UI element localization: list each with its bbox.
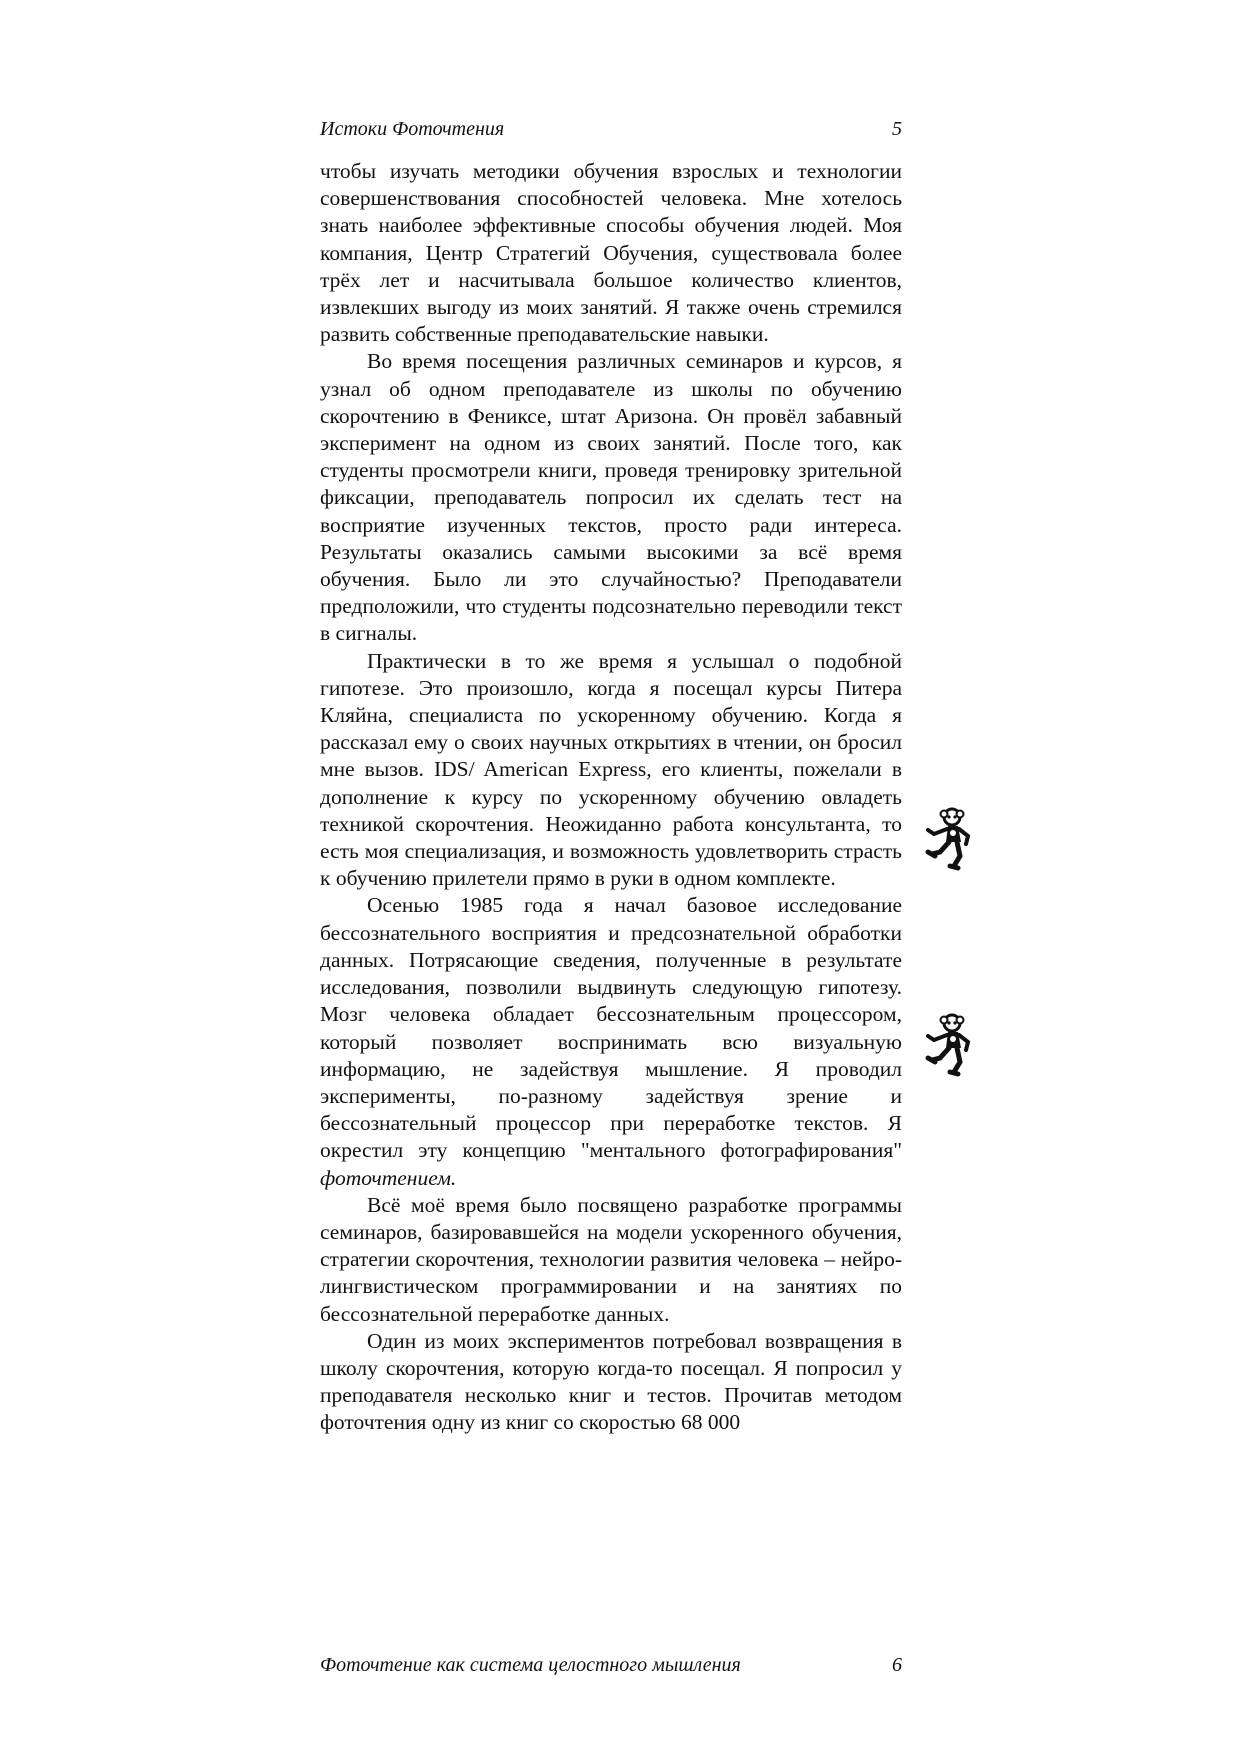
- paragraph-6: Один из моих экспериментов потребовал возвращения в школу скорочтения, которую когда-то посещал. Я попросил у преподавателя несколько книг и тестов. Прочитав методом фоточтения одну из книг со скоростью 68 000: [320, 1328, 902, 1435]
- paragraph-1: чтобы изучать методики обучения взрослых и технологии совершенствования способностей человека. Мне хотелось знать наиболее эффективные способы обучения людей. Моя компания, Центр Стратегий Обучения, существовала более трёх лет и насчитывала большое количество клиентов, извлекших выгоду из моих занятий. Я также очень стремился развить собственные преподавательские навыки.: [320, 159, 902, 347]
- footer-title: Фоточтение как система целостного мышления: [320, 1654, 741, 1676]
- paragraph-3: Практически в то же время я услышал о подобной гипотезе. Это произошло, когда я посещал курсы Питера Кляйна, специалиста по ускоренному обучению. Когда я рассказал ему о своих научных открытиях в чтении, он бросил мне вызов. IDS/ American Express, его клиенты, пожелали в дополнение к курсу по ускоренному обучению овладеть техникой скорочтения. Неожиданно работа консультанта, то есть моя специализация, и возможность удовлетворить страсть к обучению прилетели прямо в руки в одном комплекте.: [320, 648, 902, 891]
- paragraph-4-text: Осенью 1985 года я начал базовое исследование бессознательного восприятия и предсознательной обработки данных. Потрясающие сведения, полученные в результате исследования, позволили выдвинуть следующую гипотезу. Мозг человека обладает бессознательным процессором, который позволяет воспринимать всю визуальную информацию, не задействуя мышление. Я проводил эксперименты, по-разному задействуя зрение и бессознательный процессор при переработке текстов. Я окрестил эту концепцию "ментального фотографирования": [320, 893, 902, 1163]
- body-text: [320, 158, 902, 1437]
- running-figure-icon: [922, 806, 974, 872]
- paragraph-2: Во время посещения различных семинаров и курсов, я узнал об одном преподавателе из школы по обучению скорочтению в Фениксе, штат Аризона. Он провёл забавный эксперимент на одном из своих занятий. После того, как студенты просмотрели книги, проведя тренировку зрительной фиксации, преподаватель попросил их сделать тест на восприятие изученных текстов, просто ради интереса. Результаты оказались самыми высокими за всё время обучения. Было ли это случайностью? Преподаватели предположили, что студенты подсознательно переводили текст в сигналы.: [320, 349, 902, 646]
- footer-page-number: 6: [892, 1654, 902, 1676]
- page-header: [320, 117, 902, 141]
- header-page-number: 5: [892, 118, 902, 140]
- paragraph-4-emphasis: фоточтением.: [320, 1165, 457, 1190]
- page-footer: [320, 1653, 902, 1677]
- header-title: Истоки Фоточтения: [320, 118, 505, 140]
- paragraph-4: [320, 892, 902, 1191]
- paragraph-5: Всё моё время было посвящено разработке программы семинаров, базировавшейся на модели ускоренного обучения, стратегии скорочтения, технологии развития человека – нейро-лингвистическом программировании и на занятиях по бессознательной переработке данных.: [320, 1192, 902, 1326]
- running-figure-icon: [922, 1012, 974, 1078]
